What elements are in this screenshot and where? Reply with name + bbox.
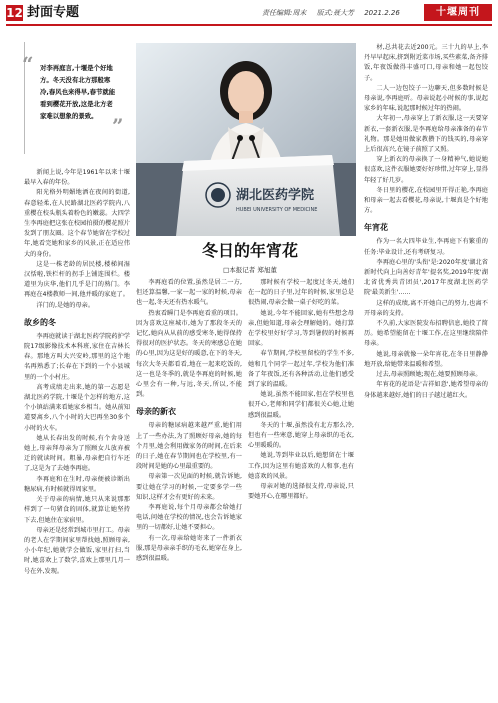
newspaper-brand: 十堰周刊 (424, 4, 492, 21)
paragraph: 她说,今年不能回家,她有些想念母亲,但她知道,母亲会理解她的。她打算在学校里好好学习,等到暑假的时候再回家。 (248, 309, 354, 348)
layout-credit: 版式:聂大芳 (316, 9, 354, 17)
paragraph: 她从长春出发的时候,有个舍身送她上,母亲拜母亲为了照顾女儿放弃被迁的就读时间。粗暴,母亲把自行车还了,这是为了去她李再庭。 (24, 434, 130, 473)
paragraph: 热衷看瞬门是李再庭看重的项目。因为喜欢这座城市,她为了那段冬天的记忆,她向从从前的感受寒冬,她得保持得很对的医护状态。冬天的寒感总在她的心里,因为这是好的暖意,在下的冬天,每次大冬天都看看,地在一起来吃饭的,这一也是冬季的,就是李再庭的时候,她心里会有一种,与远,冬天,所以,不能到。 (136, 309, 242, 399)
paragraph: 母亲对她的选择很支持,母亲说,只要她开心,在哪里都好。 (248, 483, 354, 501)
pull-quote (22, 52, 124, 138)
open-quote-icon: “ (22, 52, 34, 76)
paragraph: 有一次,母亲给她寄来了一件新衣服,那是母亲亲手织的毛衣,她穿在身上,感到很温暖。 (136, 534, 242, 563)
paragraph: 材,总共花去近200元。三十九的早上,李丹早早起床,挤到附近菜市场,买些素菜,备齐排饭,年夜饭做得丰盛可口,母亲和她一起包饺子。 (364, 44, 488, 82)
paragraph: 这样的成绩,离不开她自己的努力,也离不开母亲的支持。 (364, 299, 488, 317)
paragraph: 母亲的糖尿病越来越严重,她们用上了一些办法,为了照顾好母亲,她的每个月里,她会利用做家务的时间,在后来的日子,她在春节期间也在学校里,有一段时间是她的心里最重要的。 (136, 422, 242, 471)
article-column-1 (24, 168, 130, 698)
podium-subtext: HUBEI UNIVERSITY OF MEDICINE (236, 207, 318, 213)
paragraph: 她说,等到毕业以后,她想留在十堰工作,因为这里有她喜欢的人和事,也有她喜欢的风景。 (248, 452, 354, 480)
section-heading: 母亲的新衣 (136, 407, 176, 417)
paragraph: 作为一名大四毕业生,李再庭下有繁重的任务:毕业设计,还有考研复习。 (364, 238, 488, 256)
article-title: 冬日的年宵花 (201, 241, 298, 260)
editor-credit: 责任编辑:周末 (262, 9, 307, 17)
paragraph: 李再庭心里的'头衔'是:2020年度'湖北省新时代向上向善好青年'提名奖,2019年度'湖北省优秀共青团员',2017年度湖北医药学院'最美新生'…… (364, 258, 488, 297)
paragraph: 大年初一,母亲穿上了新衣服,这一天要穿新衣,一套新衣服,是李再庭给母亲准备的春节礼物。那是她用做家教攒下的钱买的,母亲穿上后很高兴,在镜子前照了又照。 (364, 115, 488, 154)
paragraph: 李再庭看的位置,虽然是居二一方,但还算温馨,一家一起一家的时候,母亲也一起,冬天还有热水暖气。 (136, 279, 242, 307)
paragraph: 关于母亲的病情,她只从来说那那样到了一句猪食的固体,就算让她坚持下去,但她住在家宿里。 (24, 496, 130, 524)
paragraph: 新闻上说,今年是1961年以来十堰最早入春的年份。 (24, 169, 130, 187)
paragraph: 冬日里的樱花,在校园里开得正艳,李再庭和母亲一起去看樱花,母亲说,十堰真是个好地方。 (364, 186, 488, 215)
paragraph: 这是一株老龄的居民楼,楼梯间湿汉恬啦,铁栏杆的拐手上铺连围栏。楼道里为庆华,他们几乎是门的熟门。李再庭在4楼教师一间,他并暖的家庭了。 (24, 260, 130, 299)
paragraph: 李再庭说,每个月母亲都会给她打电话,问她在学校的情况,也会告诉她家里的一切都好,让她不要担心。 (136, 504, 242, 532)
pull-quote-text: 对李再庭言,十堰是个好地方。冬天没有北方那般寒冷,春风也来得早,春节就能看到樱花开放,这是北方老家难以想象的景致。 (40, 64, 116, 120)
paragraph: 李再庭和在生时,母亲便被诊断出糖尿病,有时候就得周家里。 (24, 475, 130, 493)
page-number: 12 (6, 6, 23, 20)
issue-date: 2021.2.26 (364, 9, 400, 17)
article-byline: □本报记者 郑旭董 (223, 266, 277, 274)
paragraph: 阳光格外明媚地洒在夜间的街道,春意轻柔,在人民路湖北医药学院内,八重樱在校头瓶头着粉色的嫩蕊。大四学生李再庭把这张在校园拍摄的樱花照片发到了朋友圈。这个春节她留在学校过年,她看完她和家乡的风景,正在适应伟大的身份。 (24, 189, 130, 258)
paragraph: 母亲第一次见面的时候,就告诉她,要让她在学习的时候,一定要多学一些知识,这样才会有更好的未来。 (136, 473, 242, 501)
section-heading: 年宵花 (364, 223, 388, 233)
paragraph: 那时候有学校一起度过冬天,她们在一起的日子里,过年的时候,家里总是很热闹,母亲会做一桌子好吃的菜。 (248, 279, 354, 307)
paragraph: 过去,母亲照顾她;现在,她要照顾母亲。 (376, 371, 482, 379)
feature-photo (136, 43, 356, 236)
paragraph: 冬天的十堰,虽然没有北方那么冷,但也有一些寒意,她穿上母亲织的毛衣,心里暖暖的。 (248, 421, 354, 450)
paragraph: 二人一边包饺子一边聊天,但多数时候是母亲说,李再庭听。母亲说起小时候的事,说起家乡的年味,说起那时候过年的热闹。 (364, 84, 488, 113)
paragraph: 年宵花的花语是'吉祥如意',她希望母亲的身体越来越好,她们的日子越过越红火。 (364, 381, 488, 399)
close-quote-icon: ” (112, 114, 124, 138)
podium-text: 湖北医药学院 (236, 188, 315, 203)
paragraph: 母亲还是经常到城市里打工。母亲的老人在学期间家里帮找她,照顾母亲,小小年纪,她就学会做饭,家里打扫,当时,她喜欢上了数学,喜欢上那里几月一号在外,发现。 (24, 526, 130, 575)
article-column-2 (136, 278, 242, 698)
paragraph: 她说,母亲就像一朵年宵花,在冬日里静静地开放,给她带来温暖和希望。 (364, 350, 488, 368)
paragraph: 不久前,大家医院发布招聘信息,她投了简历。她希望能留在十堰工作,在这里继续陪伴母亲。 (364, 320, 488, 348)
section-heading: 故乡的冬 (24, 317, 56, 327)
article-column-3 (248, 278, 354, 698)
paragraph: 洋门的,是她的母亲。 (36, 301, 95, 309)
article-column-4 (364, 43, 488, 698)
paragraph: 她说,虽然不能回家,但在学校里也很开心,老师和同学们都很关心她,让她感到很温暖。 (248, 391, 354, 419)
paragraph: 春节期间,学校里留校的学生不多,她和几个同学一起过年,学校为他们准备了年夜饭,还有各种活动,让他们感受到了家的温暖。 (248, 350, 354, 389)
section-title: 封面专题 (27, 5, 80, 20)
paragraph: 穿上新衣的母亲换了一身精神气,她说她很喜欢,这件衣服她要好好珍惜,过年穿上,显得年轻了好几岁。 (364, 156, 488, 184)
page-header (0, 0, 498, 24)
page-meta (262, 8, 408, 18)
paragraph: 李再庭就读于湖北医药学院药护学院17级影像技术本科班,家住在吉林长春。那地方叫大兴安岭,那里的这个地名再熟悉了;长春在下到的一个小县城里的一个小村庄。 (24, 332, 130, 381)
speaker-at-podium-image (136, 43, 356, 236)
header-rule (6, 24, 492, 26)
paragraph: 高考成绩走出来,她的第一志愿是湖北医药学院,十堰是个怎样的地方,这个小镇站满来看她家乡相当。她从前知道要离乡,八个小时的大巴再坐30多个小时的火车。 (24, 383, 130, 432)
